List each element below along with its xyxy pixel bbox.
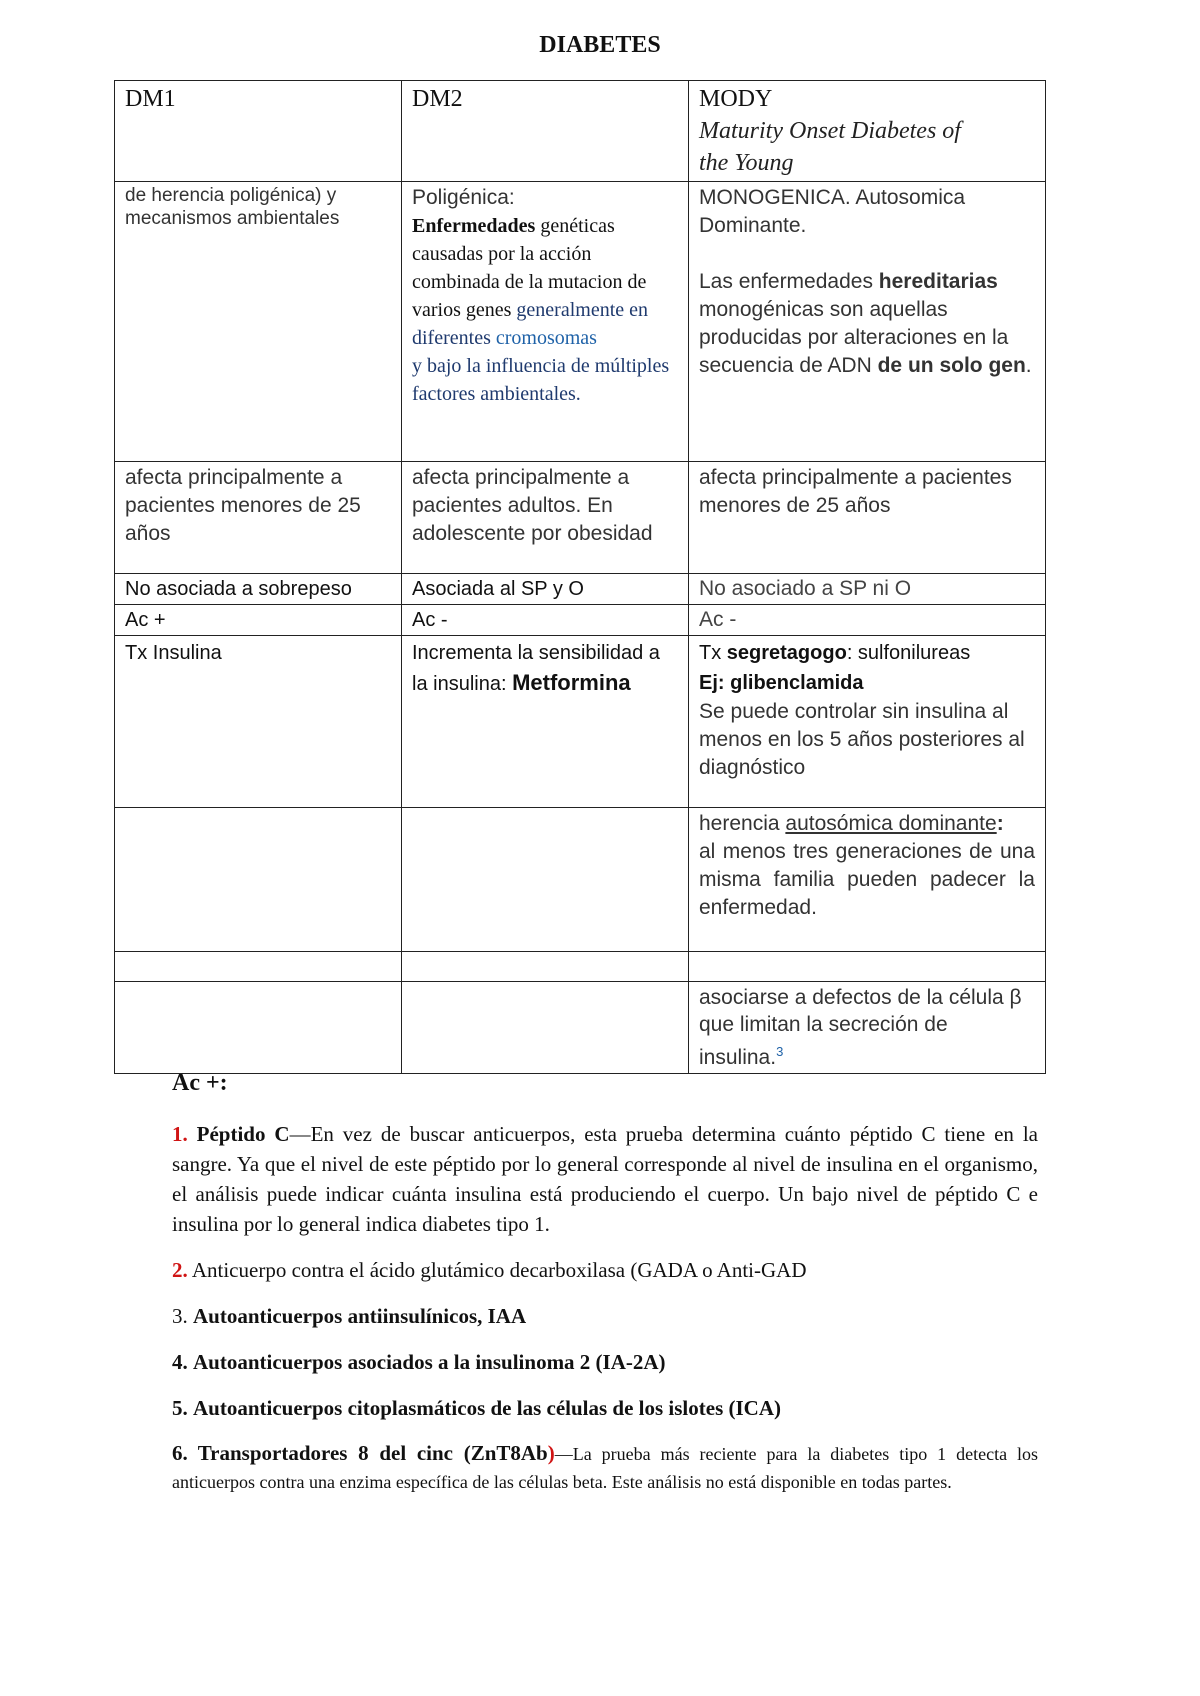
cell-dm1-genetics: [115, 182, 402, 462]
mody-heredity-t1: herencia: [699, 812, 786, 835]
cell-dm2-genetics: [402, 182, 689, 462]
note-4-num: 4.: [172, 1350, 188, 1374]
table-row-genetics: [115, 182, 1046, 462]
mody-tx-t3: Ej:: [699, 672, 731, 694]
dm1-weight-text: No asociada a sobrepeso: [125, 578, 352, 600]
dm2-genetics-t2: generalmente en diferentes: [412, 299, 649, 349]
note-item-1: [172, 1119, 1038, 1239]
mody-genetics-t1: MONOGENICA. Autosomica Dominante.: [699, 186, 966, 237]
header-dm1-label: DM1: [125, 86, 176, 112]
mody-heredity-line1: [699, 810, 1035, 838]
note-3-num: 3.: [172, 1304, 188, 1328]
table-row-age: [115, 462, 1046, 574]
note-6-bold: Transportadores 8 del cinc (ZnT8Ab: [197, 1441, 548, 1465]
dm2-weight-text: Asociada al SP y O: [412, 578, 584, 600]
mody-tx-t2: : sulfonilureas: [846, 642, 971, 664]
mody-genetics-t4: .: [1025, 354, 1032, 377]
cell-empty-2: [402, 952, 689, 982]
cell-mody-genetics: [689, 182, 1046, 462]
table-row-empty: [115, 952, 1046, 982]
notes-heading: Ac +:: [172, 1070, 228, 1096]
note-item-6: [172, 1439, 1038, 1496]
header-mody: [689, 81, 1046, 182]
table-row-treatment: [115, 636, 1046, 808]
note-5-num: 5.: [172, 1396, 188, 1420]
header-dm2-label: DM2: [412, 86, 463, 112]
dm2-genetics-bold: Enfermedades: [412, 215, 536, 237]
note-item-2: [172, 1255, 1038, 1285]
mody-tx-line2: [699, 668, 1035, 698]
dm2-genetics-text: [412, 212, 678, 408]
dm2-genetics-label: Poligénica:: [412, 186, 515, 209]
mody-weight-text: No asociado a SP ni O: [699, 577, 912, 600]
mody-tx-bold1: segretagogo: [726, 642, 847, 664]
header-dm2: [402, 81, 689, 182]
header-mody-full-line1: Maturity Onset Diabetes of: [699, 118, 961, 144]
dm2-tx-bold: Metformina: [512, 670, 631, 695]
mody-beta-text: [699, 984, 1035, 1071]
dm1-tx-text: Tx Insulina: [125, 642, 222, 664]
note-item-4: [172, 1347, 1038, 1377]
header-mody-label: MODY: [699, 86, 773, 112]
cell-dm2-age: [402, 462, 689, 574]
dm2-age-text: afecta principalmente a pacientes adultos. En adolescente por obesidad: [412, 466, 653, 545]
mody-heredity-colon: :: [996, 812, 1004, 835]
cell-mody-weight: [689, 574, 1046, 605]
footnote-ref-3[interactable]: 3: [776, 1044, 784, 1059]
cell-dm1-beta-empty: [115, 982, 402, 1074]
dm2-genetics-t1: genéticas causadas por la acción combinada de la mutacion de varios genes: [412, 215, 647, 321]
dm2-tx-text: [412, 638, 678, 699]
mody-age-text: afecta principalmente a pacientes menores de 25 años: [699, 466, 1012, 517]
header-dm1: [115, 81, 402, 182]
mody-ac-text: Ac -: [699, 608, 737, 631]
note-1-num: 1.: [172, 1122, 188, 1146]
mody-genetics-bold2: de un solo gen: [877, 354, 1026, 377]
note-5-bold: Autoanticuerpos citoplasmáticos de las células de los islotes (ICA): [193, 1396, 781, 1420]
dm1-genetics-text: de herencia poligénica) y mecanismos ambientales: [125, 185, 340, 229]
note-item-5: [172, 1393, 1038, 1423]
cell-dm2-heredity-empty: [402, 808, 689, 952]
cell-dm2-weight: [402, 574, 689, 605]
note-6-num: 6.: [172, 1441, 188, 1465]
cell-mody-beta: [689, 982, 1046, 1074]
cell-mody-age: [689, 462, 1046, 574]
cell-dm2-tx: [402, 636, 689, 808]
note-6-paren: ): [547, 1441, 555, 1465]
note-6-text: —La prueba más reciente para la diabetes tipo 1 detecta los anticuerpos contra una enzima específica de las células beta. Este análisis no está disponible en todas partes.: [172, 1444, 1039, 1492]
dm2-tx-t1: Incrementa la sensibilidad a la insulina:: [412, 642, 660, 695]
note-1-bold: Péptido C: [196, 1122, 290, 1146]
dm2-genetics-t3: y bajo la influencia de múltiples factores ambientales.: [412, 355, 670, 405]
cell-dm1-weight: [115, 574, 402, 605]
table-row-antibodies: [115, 605, 1046, 636]
cell-dm1-age: [115, 462, 402, 574]
table-row-beta: [115, 982, 1046, 1074]
cell-dm2-beta-empty: [402, 982, 689, 1074]
mody-tx-t4: Se puede controlar sin insulina al menos en los 5 años posteriores al diagnóstico: [699, 700, 1025, 779]
dm1-ac-text: Ac +: [125, 609, 166, 631]
mody-heredity-t3: al menos tres generaciones de una misma familia pueden padecer la enfermedad.: [699, 840, 1035, 919]
note-item-3: [172, 1301, 1038, 1331]
cell-mody-tx: [689, 636, 1046, 808]
cell-dm1-ac: [115, 605, 402, 636]
table-row-heredity: [115, 808, 1046, 952]
mody-genetics-t2: Las enfermedades: [699, 270, 879, 293]
mody-genetics-desc: [699, 268, 1035, 380]
note-2-text: Anticuerpo contra el ácido glutámico decarboxilasa (GADA o Anti-GAD: [191, 1258, 807, 1282]
table-header-row: [115, 81, 1046, 182]
table-row-weight: [115, 574, 1046, 605]
cell-empty-3: [689, 952, 1046, 982]
dm1-age-text: afecta principalmente a pacientes menores de 25 años: [125, 466, 361, 545]
cell-dm1-tx: [115, 636, 402, 808]
cell-dm1-heredity-empty: [115, 808, 402, 952]
mody-genetics-t3: monogénicas son aquellas producidas por alteraciones en la secuencia de ADN: [699, 298, 1009, 377]
note-1-text: —En vez de buscar anticuerpos, esta prueba determina cuánto péptido C tiene en la sangre. Ya que el nivel de este péptido por lo general corresponde al nivel de insulina en el organismo, el análisis puede indicar cuánta insulina está produciendo el cuerpo. Un bajo nivel de péptido C e insulina por lo general indica diabetes tipo 1.: [172, 1122, 1038, 1236]
cell-mody-heredity: [689, 808, 1046, 952]
dm2-cromosomas-link[interactable]: cromosomas: [495, 327, 597, 349]
dm2-ac-text: Ac -: [412, 609, 448, 631]
mody-genetics-bold1: hereditarias: [878, 270, 998, 293]
mody-heredity-underlined: autosómica dominante: [785, 812, 997, 835]
mody-tx-line1: [699, 638, 1035, 668]
mody-tx-bold2: glibenclamida: [730, 672, 864, 694]
mody-tx-t1: Tx: [699, 642, 727, 664]
note-3-bold: Autoanticuerpos antiinsulínicos, IAA: [193, 1304, 527, 1328]
cell-empty-1: [115, 952, 402, 982]
mody-beta-t1: asociarse a defectos de la célula β que limitan la secreción de insulina.: [699, 986, 1022, 1069]
note-4-bold: Autoanticuerpos asociados a la insulinoma 2 (IA-2A): [193, 1350, 666, 1374]
note-2-num: 2.: [172, 1258, 188, 1282]
diabetes-comparison-table: [114, 80, 1046, 1074]
header-mody-full-line2: the Young: [699, 150, 794, 176]
antibody-notes: [172, 1070, 1038, 1512]
cell-mody-ac: [689, 605, 1046, 636]
cell-dm2-ac: [402, 605, 689, 636]
page-title: DIABETES: [539, 32, 661, 58]
